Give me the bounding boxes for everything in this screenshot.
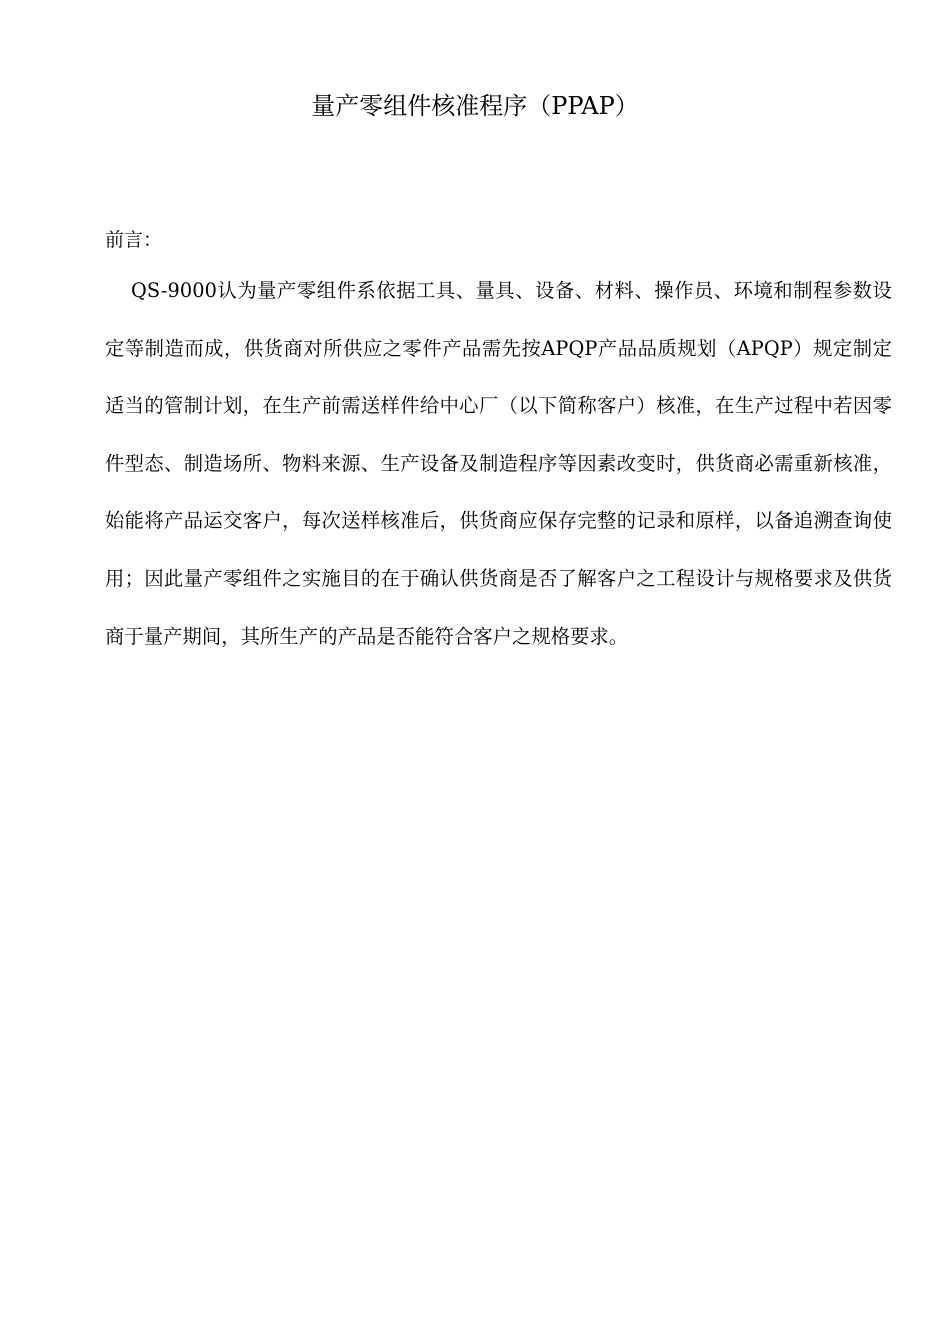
body-paragraph bbox=[105, 262, 892, 665]
body-paragraph-text: QS-9000认为量产零组件系依据工具、量具、设备、材料、操作员、环境和制程参数设定等制造而成，供货商对所供应之零件产品需先按APQP产品品质规划（APQP）规定制定适当的管制计划，在生产前需送样件给中心厂（以下简称客户）核准，在生产过程中若因零件型态、制造场所、物料来源、生产设备及制造程序等因素改变时，供货商必需重新核准，始能将产品运交客户，每次送样核准后，供货商应保存完整的记录和原样，以备追溯查询使用；因此量产零组件之实施目的在于确认供货商是否了解客户之工程设计与规格要求及供货商于量产期间，其所生产的产品是否能符合客户之规格要求。 bbox=[105, 279, 892, 648]
document-title: 量产零组件核准程序（PPAP） bbox=[311, 92, 639, 120]
preface-label: 前言： bbox=[105, 229, 163, 251]
